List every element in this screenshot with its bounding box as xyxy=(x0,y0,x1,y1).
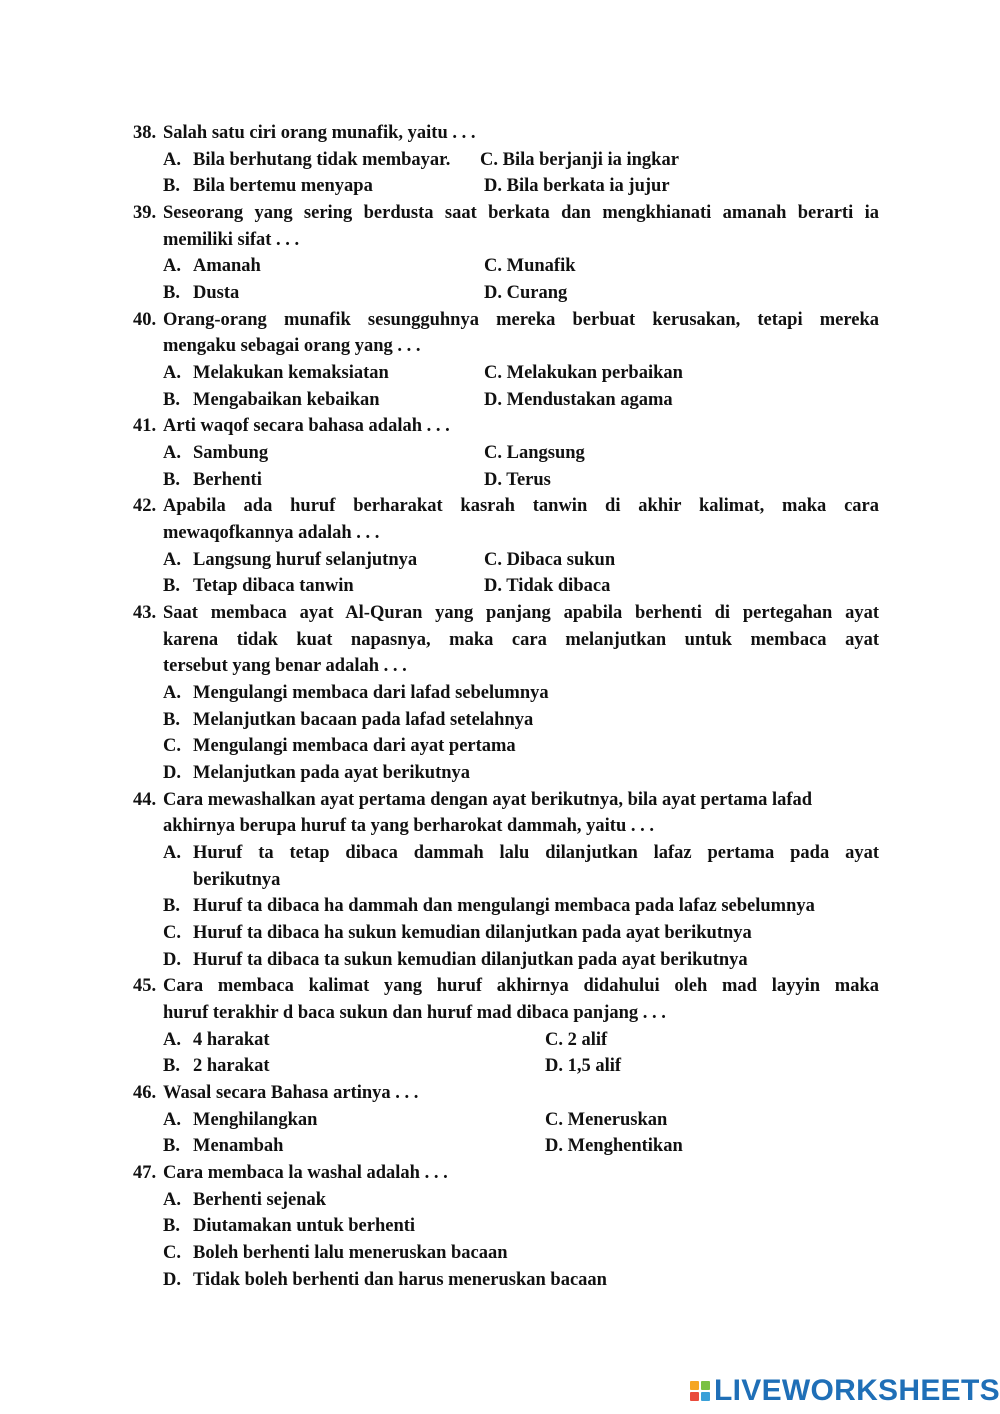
option-letter: B. xyxy=(163,283,180,303)
question-46-option-c[interactable] xyxy=(545,1107,667,1133)
question-44-number: 44. xyxy=(133,790,157,810)
question-46-number: 46. xyxy=(133,1083,157,1103)
option-letter: C. xyxy=(484,550,502,570)
question-45-option-d[interactable] xyxy=(545,1053,621,1079)
question-40-stem-line-2: mengaku sebagai orang yang . . . xyxy=(163,336,421,356)
question-43-option-c[interactable] xyxy=(163,733,516,759)
option-text: Melanjutkan pada ayat berikutnya xyxy=(193,763,471,783)
option-letter: C. xyxy=(484,363,502,383)
option-letter: C. xyxy=(480,150,498,170)
question-39-option-c[interactable] xyxy=(484,253,576,279)
question-40-option-a[interactable] xyxy=(163,360,389,386)
question-40-option-b[interactable] xyxy=(163,387,380,413)
option-letter: A. xyxy=(163,1030,181,1050)
option-text: Mengulangi membaca dari lafad sebelumnya xyxy=(193,683,549,703)
logo-square-blue xyxy=(701,1392,710,1401)
option-text: Tetap dibaca tanwin xyxy=(193,576,354,596)
question-43-stem-line-2: karena tidak kuat napasnya, maka cara melanjutkan untuk membaca ayat xyxy=(163,630,879,650)
option-text: Menghilangkan xyxy=(193,1110,318,1130)
option-letter: B. xyxy=(163,710,180,730)
option-text: Berhenti sejenak xyxy=(193,1190,327,1210)
question-43-stem-line-3: tersebut yang benar adalah . . . xyxy=(163,656,407,676)
question-43-stem-line-1: Saat membaca ayat Al-Quran yang panjang apabila berhenti di pertegahan ayat xyxy=(163,603,879,623)
question-47-option-b[interactable] xyxy=(163,1213,415,1239)
option-letter: D. xyxy=(484,390,502,410)
option-text: Tidak dibaca xyxy=(506,576,611,596)
option-letter: A. xyxy=(163,256,181,276)
logo-text: LIVEWORKSHEETS xyxy=(714,1374,1000,1407)
question-39-option-d[interactable] xyxy=(484,280,567,306)
question-41-option-d[interactable] xyxy=(484,467,551,493)
option-letter: A. xyxy=(163,150,181,170)
question-39-stem-line-1: Seseorang yang sering berdusta saat berkata dan mengkhianati amanah berarti ia xyxy=(163,203,879,223)
question-43-option-d[interactable] xyxy=(163,760,470,786)
question-45-stem-line-1: Cara membaca kalimat yang huruf akhirnya didahului oleh mad layyin maka xyxy=(163,976,879,996)
option-letter: A. xyxy=(163,1190,181,1210)
question-44-stem-line-1: Cara mewashalkan ayat pertama dengan ayat berikutnya, bila ayat pertama lafad xyxy=(163,790,813,810)
question-42-number: 42. xyxy=(133,496,157,516)
question-44-option-b[interactable] xyxy=(163,893,815,919)
question-39-stem-line-2: memiliki sifat . . . xyxy=(163,230,300,250)
question-44-option-a-line-2: berikutnya xyxy=(193,870,281,890)
option-letter: A. xyxy=(163,843,181,863)
option-letter: A. xyxy=(163,1110,181,1130)
option-letter: A. xyxy=(163,363,181,383)
question-43-number: 43. xyxy=(133,603,157,623)
question-38-number: 38. xyxy=(133,123,157,143)
liveworksheets-logo-icon xyxy=(690,1381,710,1401)
option-text: Munafik xyxy=(506,256,576,276)
option-letter: D. xyxy=(484,470,502,490)
option-letter: B. xyxy=(163,390,180,410)
option-text: Huruf ta dibaca ha dammah dan mengulangi membaca pada lafaz sebelumnya xyxy=(193,896,815,916)
question-38-option-d[interactable] xyxy=(484,173,670,199)
option-letter: B. xyxy=(163,896,180,916)
question-38-option-b[interactable] xyxy=(163,173,373,199)
option-letter: D. xyxy=(163,1270,181,1290)
question-46-option-d[interactable] xyxy=(545,1133,683,1159)
option-letter: C. xyxy=(545,1110,563,1130)
option-text: Dusta xyxy=(193,283,240,303)
option-letter: D. xyxy=(484,283,502,303)
question-46-option-a[interactable] xyxy=(163,1107,317,1133)
question-43-option-b[interactable] xyxy=(163,707,533,733)
question-42-option-c[interactable] xyxy=(484,547,615,573)
question-44-option-d[interactable] xyxy=(163,947,748,973)
logo-square-orange xyxy=(690,1381,699,1390)
option-text: Diutamakan untuk berhenti xyxy=(193,1216,416,1236)
option-text: Mengabaikan kebaikan xyxy=(193,390,380,410)
question-40-stem-line-1: Orang-orang munafik sesungguhnya mereka berbuat kerusakan, tetapi mereka xyxy=(163,310,879,330)
question-40-option-c[interactable] xyxy=(484,360,683,386)
option-text: Melanjutkan bacaan pada lafad setelahnya xyxy=(193,710,534,730)
question-47-number: 47. xyxy=(133,1163,157,1183)
question-45-option-a[interactable] xyxy=(163,1027,270,1053)
logo-square-red xyxy=(690,1392,699,1401)
liveworksheets-logo[interactable] xyxy=(690,1374,1000,1408)
question-39-number: 39. xyxy=(133,203,157,223)
option-letter: C. xyxy=(545,1030,563,1050)
option-text: Dibaca sukun xyxy=(506,550,616,570)
option-text: Mengulangi membaca dari ayat pertama xyxy=(193,736,516,756)
option-letter: D. xyxy=(484,576,502,596)
option-letter: C. xyxy=(163,736,181,756)
option-letter: D. xyxy=(163,950,181,970)
question-42-stem-line-1: Apabila ada huruf berharakat kasrah tanwin di akhir kalimat, maka cara xyxy=(163,496,879,516)
option-text: Huruf ta dibaca ta sukun kemudian dilanjutkan pada ayat berikutnya xyxy=(193,950,748,970)
option-text: Huruf ta tetap dibaca dammah lalu dilanjutkan lafaz pertama pada ayat xyxy=(193,843,879,863)
question-45-number: 45. xyxy=(133,976,157,996)
option-text: Langsung huruf selanjutnya xyxy=(193,550,418,570)
question-46-stem: Wasal secara Bahasa artinya . . . xyxy=(163,1083,419,1103)
option-letter: A. xyxy=(163,443,181,463)
question-38-option-c[interactable] xyxy=(480,147,679,173)
option-text: Melakukan kemaksiatan xyxy=(193,363,389,383)
question-47-option-c[interactable] xyxy=(163,1240,508,1266)
option-letter: B. xyxy=(163,1056,180,1076)
question-40-option-d[interactable] xyxy=(484,387,673,413)
option-text: Mendustakan agama xyxy=(506,390,673,410)
question-41-number: 41. xyxy=(133,416,157,436)
option-text: Curang xyxy=(506,283,568,303)
question-47-stem: Cara membaca la washal adalah . . . xyxy=(163,1163,448,1183)
question-41-option-c[interactable] xyxy=(484,440,585,466)
question-44-option-a[interactable] xyxy=(163,840,879,866)
option-letter: D. xyxy=(163,763,181,783)
question-39-option-b[interactable] xyxy=(163,280,239,306)
option-letter: A. xyxy=(163,550,181,570)
question-42-option-a[interactable] xyxy=(163,547,417,573)
question-44-stem-line-2: akhirnya berupa huruf ta yang berharokat dammah, yaitu . . . xyxy=(163,816,655,836)
question-45-option-c[interactable] xyxy=(545,1027,607,1053)
option-text: 2 harakat xyxy=(193,1056,270,1076)
option-text: Amanah xyxy=(193,256,261,276)
option-text: Berhenti xyxy=(193,470,262,490)
option-letter: D. xyxy=(545,1136,563,1156)
option-text: Tidak boleh berhenti dan harus meneruskan bacaan xyxy=(193,1270,607,1290)
option-text: Meneruskan xyxy=(567,1110,668,1130)
question-43-option-a[interactable] xyxy=(163,680,549,706)
question-40-number: 40. xyxy=(133,310,157,330)
question-41-stem: Arti waqof secara bahasa adalah . . . xyxy=(163,416,450,436)
option-letter: D. xyxy=(545,1056,563,1076)
option-text: Huruf ta dibaca ha sukun kemudian dilanjutkan pada ayat berikutnya xyxy=(193,923,752,943)
question-45-stem-line-2: huruf terakhir d baca sukun dan huruf mad dibaca panjang . . . xyxy=(163,1003,666,1023)
option-text: Terus xyxy=(506,470,551,490)
question-46-option-b[interactable] xyxy=(163,1133,283,1159)
option-text: Melakukan perbaikan xyxy=(506,363,683,383)
option-text: Menambah xyxy=(193,1136,284,1156)
logo-square-green xyxy=(701,1381,710,1390)
option-text: Bila bertemu menyapa xyxy=(193,176,373,196)
option-letter: C. xyxy=(484,256,502,276)
question-38-option-a[interactable] xyxy=(163,147,450,173)
question-41-option-b[interactable] xyxy=(163,467,262,493)
option-letter: C. xyxy=(163,923,181,943)
question-44-option-c[interactable] xyxy=(163,920,752,946)
option-text: Langsung xyxy=(506,443,585,463)
option-letter: B. xyxy=(163,176,180,196)
option-letter: B. xyxy=(163,576,180,596)
question-42-stem-line-2: mewaqofkannya adalah . . . xyxy=(163,523,380,543)
question-42-option-d[interactable] xyxy=(484,573,610,599)
option-text: Bila berkata ia jujur xyxy=(506,176,670,196)
option-letter: C. xyxy=(484,443,502,463)
option-text: 2 alif xyxy=(567,1030,608,1050)
question-38-stem: Salah satu ciri orang munafik, yaitu . . . xyxy=(163,123,476,143)
option-letter: B. xyxy=(163,1136,180,1156)
option-text: 1,5 alif xyxy=(567,1056,622,1076)
question-47-option-a[interactable] xyxy=(163,1187,326,1213)
option-text: Bila berhutang tidak membayar. xyxy=(193,150,451,170)
option-letter: B. xyxy=(163,1216,180,1236)
option-text: Menghentikan xyxy=(567,1136,683,1156)
option-letter: D. xyxy=(484,176,502,196)
option-letter: C. xyxy=(163,1243,181,1263)
option-text: Sambung xyxy=(193,443,269,463)
option-text: Boleh berhenti lalu meneruskan bacaan xyxy=(193,1243,508,1263)
option-text: 4 harakat xyxy=(193,1030,270,1050)
question-45-option-b[interactable] xyxy=(163,1053,270,1079)
question-41-option-a[interactable] xyxy=(163,440,268,466)
option-text: Bila berjanji ia ingkar xyxy=(502,150,679,170)
question-47-option-d[interactable] xyxy=(163,1267,607,1293)
question-39-option-a[interactable] xyxy=(163,253,261,279)
option-letter: A. xyxy=(163,683,181,703)
question-42-option-b[interactable] xyxy=(163,573,354,599)
option-letter: B. xyxy=(163,470,180,490)
